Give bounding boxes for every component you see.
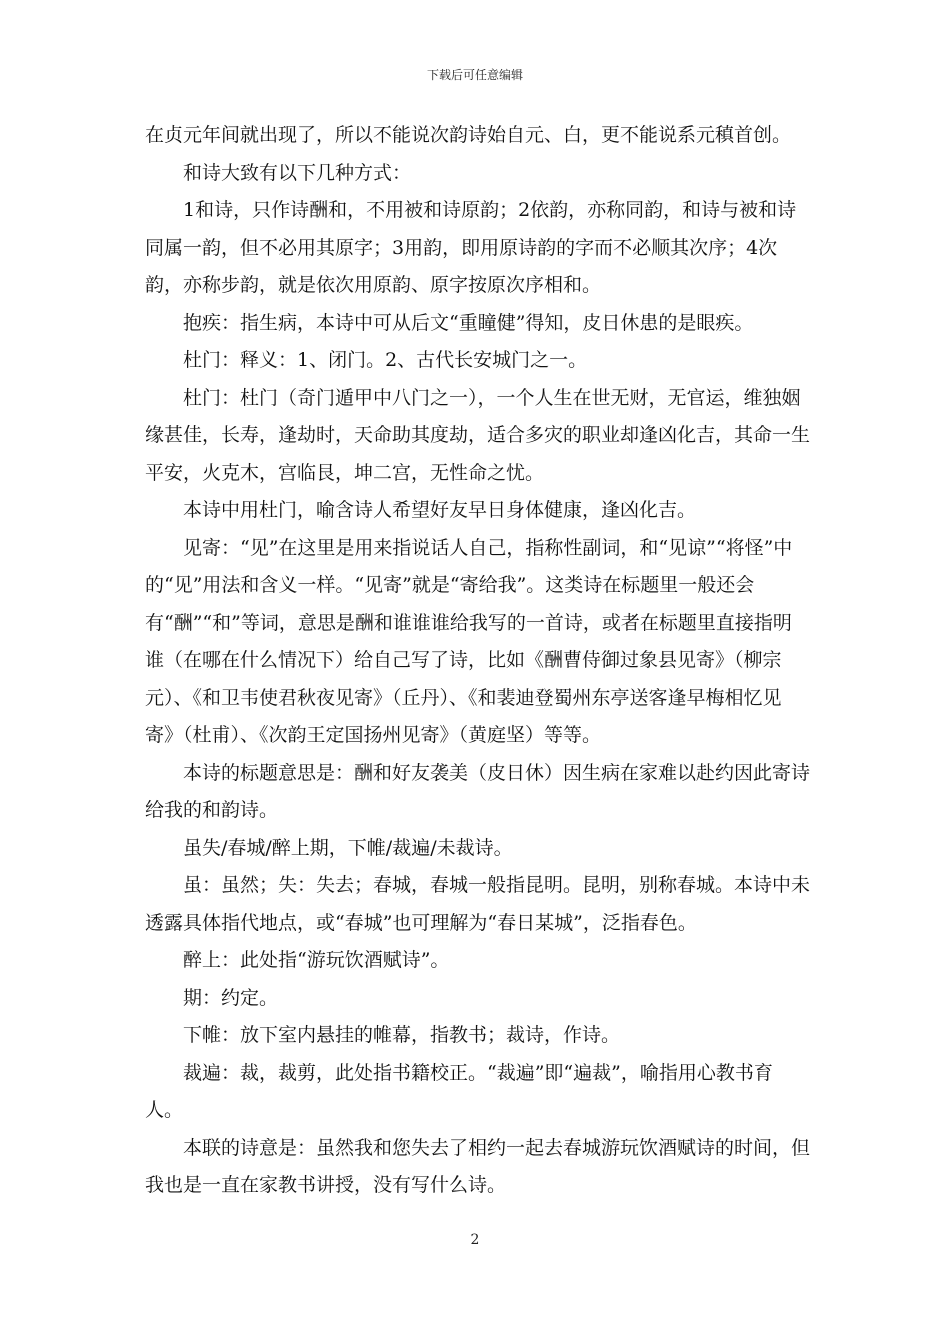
paragraph: 期：约定。	[183, 986, 279, 1009]
paragraph: 在贞元年间就出现了，所以不能说次韵诗始自元、白，更不能说系元稹首创。	[145, 124, 792, 146]
paragraph: 醉上：此处指“游玩饮酒赋诗”。	[183, 949, 450, 971]
paragraph: 1和诗，只作诗酬和，不用被和诗原韵；2依韵，亦称同韵，和诗与被和诗同属一韵，但不必用其原字；3用韵，即用原诗韵的字而不必顺其次序；4次韵，亦称步韵，就是依次用原韵、原字按原次序相和。	[145, 199, 797, 296]
paragraph: 虽：虽然；失：失去；春城，春城一般指昆明。昆明，别称春城。本诗中未透露具体指代地点，或“春城”也可理解为“春日某城”，泛指春色。	[145, 874, 811, 934]
paragraph: 杜门：杜门（奇门遁甲中八门之一），一个人生在世无财，无官运，维独姻缘甚佳，长寿，逢劫时，天命助其度劫，适合多灾的职业却逢凶化吉，其命一生平安，火克木，宫临艮，坤二宫，无性命之忧。	[145, 386, 811, 484]
paragraph: 见寄：“见”在这里是用来指说话人自己，指称性副词，和“见谅”“将怪”中的“见”用法和含义一样。“见寄”就是“寄给我”。这类诗在标题里一般还会有“酬”“和”等词，意思是酬和谁谁谁给我写的一首诗，或者在标题里直接指明谁（在哪在什么情况下）给自己写了诗，比如《酬曹侍御过象县见寄》（柳宗元）、《和卫韦使君秋夜见寄》（丘丹）、《和裴迪登蜀州东亭送客逢早梅相忆见寄》（杜甫）、《次韵王定国扬州见寄》（黄庭坚）等等。	[145, 536, 793, 746]
paragraph: 虽失/春城/醉上期，下帷/裁遍/未裁诗。	[183, 836, 513, 859]
paragraph: 和诗大致有以下几种方式：	[183, 161, 412, 184]
page-header: 下载后可任意编辑	[426, 68, 523, 82]
paragraph: 抱疾：指生病，本诗中可从后文“重瞳健”得知，皮日休患的是眼疾。	[183, 311, 754, 334]
paragraph: 本诗中用杜门，喻含诗人希望好友早日身体健康，逢凶化吉。	[183, 499, 697, 521]
paragraph: 本联的诗意是：虽然我和您失去了相约一起去春城游玩饮酒赋诗的时间，但我也是一直在家教书讲授，没有写什么诗。	[145, 1136, 811, 1196]
paragraph: 下帷：放下室内悬挂的帷幕，指教书；裁诗，作诗。	[183, 1024, 621, 1046]
paragraph: 裁遍：裁，裁剪，此处指书籍校正。“裁遍”即“遍裁”，喻指用心教书育人。	[145, 1061, 773, 1121]
paragraph: 本诗的标题意思是：酬和好友袭美（皮日休）因生病在家难以赴约因此寄诗给我的和韵诗。	[145, 761, 811, 821]
paragraph: 杜门：释义：1、闭门。2、古代长安城门之一。	[183, 349, 588, 371]
page-number: 2	[470, 1232, 480, 1248]
document-body	[145, 117, 810, 1205]
